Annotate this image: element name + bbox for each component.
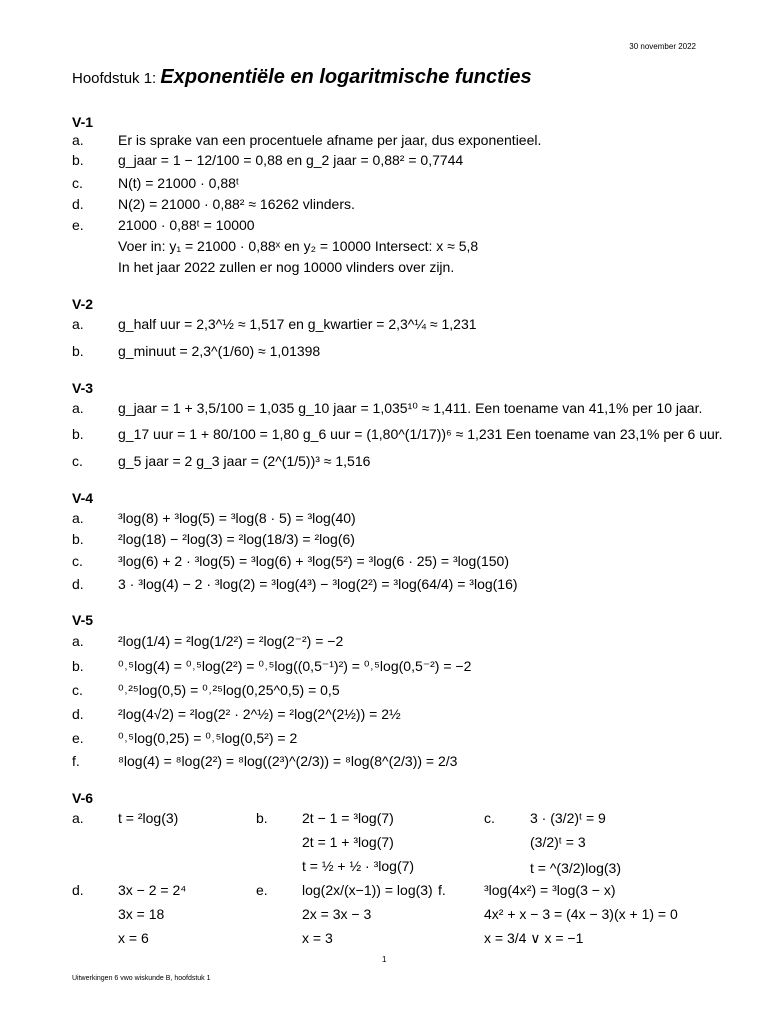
answer-label: c. [72, 453, 83, 469]
answer-text: N(2) = 21000 · 0,88² ≈ 16262 vlinders. [118, 196, 355, 212]
answer-v6-f-line3: x = 3/4 ∨ x = −1 [484, 930, 584, 946]
answer-v6-b-line3: t = ½ + ½ · ³log(7) [302, 858, 415, 874]
answer-v6-e-label: e. [256, 882, 268, 898]
answer-label: b. [72, 152, 84, 168]
answer-text: ⁰˒²⁵log(0,5) = ⁰˒²⁵log(0,25^0,5) = 0,5 [118, 682, 340, 698]
answer-v6-d-label: d. [72, 882, 84, 898]
answer-text: g_5 jaar = 2 g_3 jaar = (2^(1/5))³ ≈ 1,516 [118, 453, 371, 469]
chapter-label: Hoofdstuk 1: [72, 70, 157, 87]
answer-label: a. [72, 510, 84, 526]
answer-v6-f-line2: 4x² + x − 3 = (4x − 3)(x + 1) = 0 [484, 906, 678, 922]
answer-v6-d-line2: 3x = 18 [118, 906, 165, 922]
answer-text: Er is sprake van een procentuele afname per jaar, dus exponentieel. [118, 132, 542, 148]
answer-text: g_jaar = 1 − 12/100 = 0,88 en g_2 jaar = 0,88² = 0,7744 [118, 152, 464, 168]
header-date: 30 november 2022 [629, 42, 696, 51]
answer-text: ³log(8) + ³log(5) = ³log(8 · 5) = ³log(40) [118, 510, 356, 526]
chapter-title: Exponentiële en logaritmische functies [160, 66, 532, 88]
answer-v6-b-label: b. [256, 810, 268, 826]
answer-text: g_half uur = 2,3^½ ≈ 1,517 en g_kwartier = 2,3^¼ ≈ 1,231 [118, 316, 477, 332]
answer-text: N(t) = 21000 · 0,88ᵗ [118, 175, 239, 191]
answer-v6-f-label: f. [438, 882, 446, 898]
answer-v6-c-line1: 3 · (3/2)ᵗ = 9 [530, 810, 606, 826]
answer-text: In het jaar 2022 zullen er nog 10000 vlinders over zijn. [118, 259, 455, 275]
answer-text: ²log(4√2) = ²log(2² · 2^½) = ²log(2^(2½)) = 2½ [118, 706, 401, 722]
answer-text: ⁸log(4) = ⁸log(2²) = ⁸log((2³)^(2/3)) = ⁸log(8^(2/3)) = 2/3 [118, 753, 458, 769]
answer-v6-b-line1: 2t − 1 = ³log(7) [302, 810, 394, 826]
answer-label: c. [72, 553, 83, 569]
answer-text: Voer in: y₁ = 21000 · 0,88ˣ en y₂ = 10000 Intersect: x ≈ 5,8 [118, 238, 479, 254]
answer-label: d. [72, 196, 84, 212]
answer-v6-c-line3: t = ^(3/2)log(3) [530, 860, 621, 876]
answer-v6-c-label: c. [484, 810, 495, 826]
answer-text: ⁰˒⁵log(4) = ⁰˒⁵log(2²) = ⁰˒⁵log((0,5⁻¹)²) = ⁰˒⁵log(0,5⁻²) = −2 [118, 658, 472, 674]
answer-v6-d-line3: x = 6 [118, 930, 149, 946]
answer-label: b. [72, 531, 84, 547]
answer-label: f. [72, 753, 80, 769]
answer-label: a. [72, 633, 84, 649]
answer-text: g_jaar = 1 + 3,5/100 = 1,035 g_10 jaar = 1,035¹⁰ ≈ 1,411. Een toename van 41,1% per 10 jaar. [118, 400, 703, 416]
answer-label: a. [72, 316, 84, 332]
answer-label: b. [72, 343, 84, 359]
answer-text: ³log(6) + 2 · ³log(5) = ³log(6) + ³log(5²) = ³log(6 · 25) = ³log(150) [118, 553, 509, 569]
page-title [72, 66, 532, 89]
section-heading-v6: V-6 [72, 790, 94, 806]
answer-text: 21000 · 0,88ᵗ = 10000 [118, 217, 255, 233]
answer-v6-f-line1: ³log(4x²) = ³log(3 − x) [484, 882, 616, 898]
footer-text: Uitwerkingen 6 vwo wiskunde B, hoofdstuk 1 [72, 975, 211, 982]
answer-text: g_minuut = 2,3^(1/60) ≈ 1,01398 [118, 343, 321, 359]
answer-v6-a-label: a. [72, 810, 84, 826]
section-heading-v5: V-5 [72, 612, 94, 628]
answer-label: b. [72, 658, 84, 674]
answer-v6-e-line2: 2x = 3x − 3 [302, 906, 372, 922]
answer-label: a. [72, 400, 84, 416]
section-heading-v2: V-2 [72, 296, 94, 312]
answer-text: g_17 uur = 1 + 80/100 = 1,80 g_6 uur = (1,80^(1/17))⁶ ≈ 1,231 Een toename van 23,1% per 6 uur. [118, 426, 723, 442]
page-number: 1 [382, 955, 387, 964]
answer-label: e. [72, 217, 84, 233]
answer-text: ⁰˒⁵log(0,25) = ⁰˒⁵log(0,5²) = 2 [118, 730, 298, 746]
answer-text: 3 · ³log(4) − 2 · ³log(2) = ³log(4³) − ³log(2²) = ³log(64/4) = ³log(16) [118, 576, 518, 592]
answer-v6-e-line1: log(2x/(x−1)) = log(3) [302, 882, 433, 898]
answer-text: ²log(18) − ²log(3) = ²log(18/3) = ²log(6) [118, 531, 355, 547]
answer-text: ²log(1/4) = ²log(1/2²) = ²log(2⁻²) = −2 [118, 633, 344, 649]
answer-label: e. [72, 730, 84, 746]
section-heading-v1: V-1 [72, 114, 94, 130]
section-heading-v3: V-3 [72, 380, 94, 396]
answer-label: d. [72, 576, 84, 592]
answer-label: b. [72, 426, 84, 442]
answer-v6-c-line2: (3/2)ᵗ = 3 [530, 834, 586, 850]
answer-v6-b-line2: 2t = 1 + ³log(7) [302, 834, 394, 850]
answer-label: c. [72, 682, 83, 698]
answer-label: d. [72, 706, 84, 722]
section-heading-v4: V-4 [72, 490, 94, 506]
answer-label: a. [72, 132, 84, 148]
answer-v6-a-line1: t = ²log(3) [118, 810, 179, 826]
answer-label: c. [72, 175, 83, 191]
answer-v6-e-line3: x = 3 [302, 930, 333, 946]
answer-v6-d-line1: 3x − 2 = 2⁴ [118, 882, 187, 898]
